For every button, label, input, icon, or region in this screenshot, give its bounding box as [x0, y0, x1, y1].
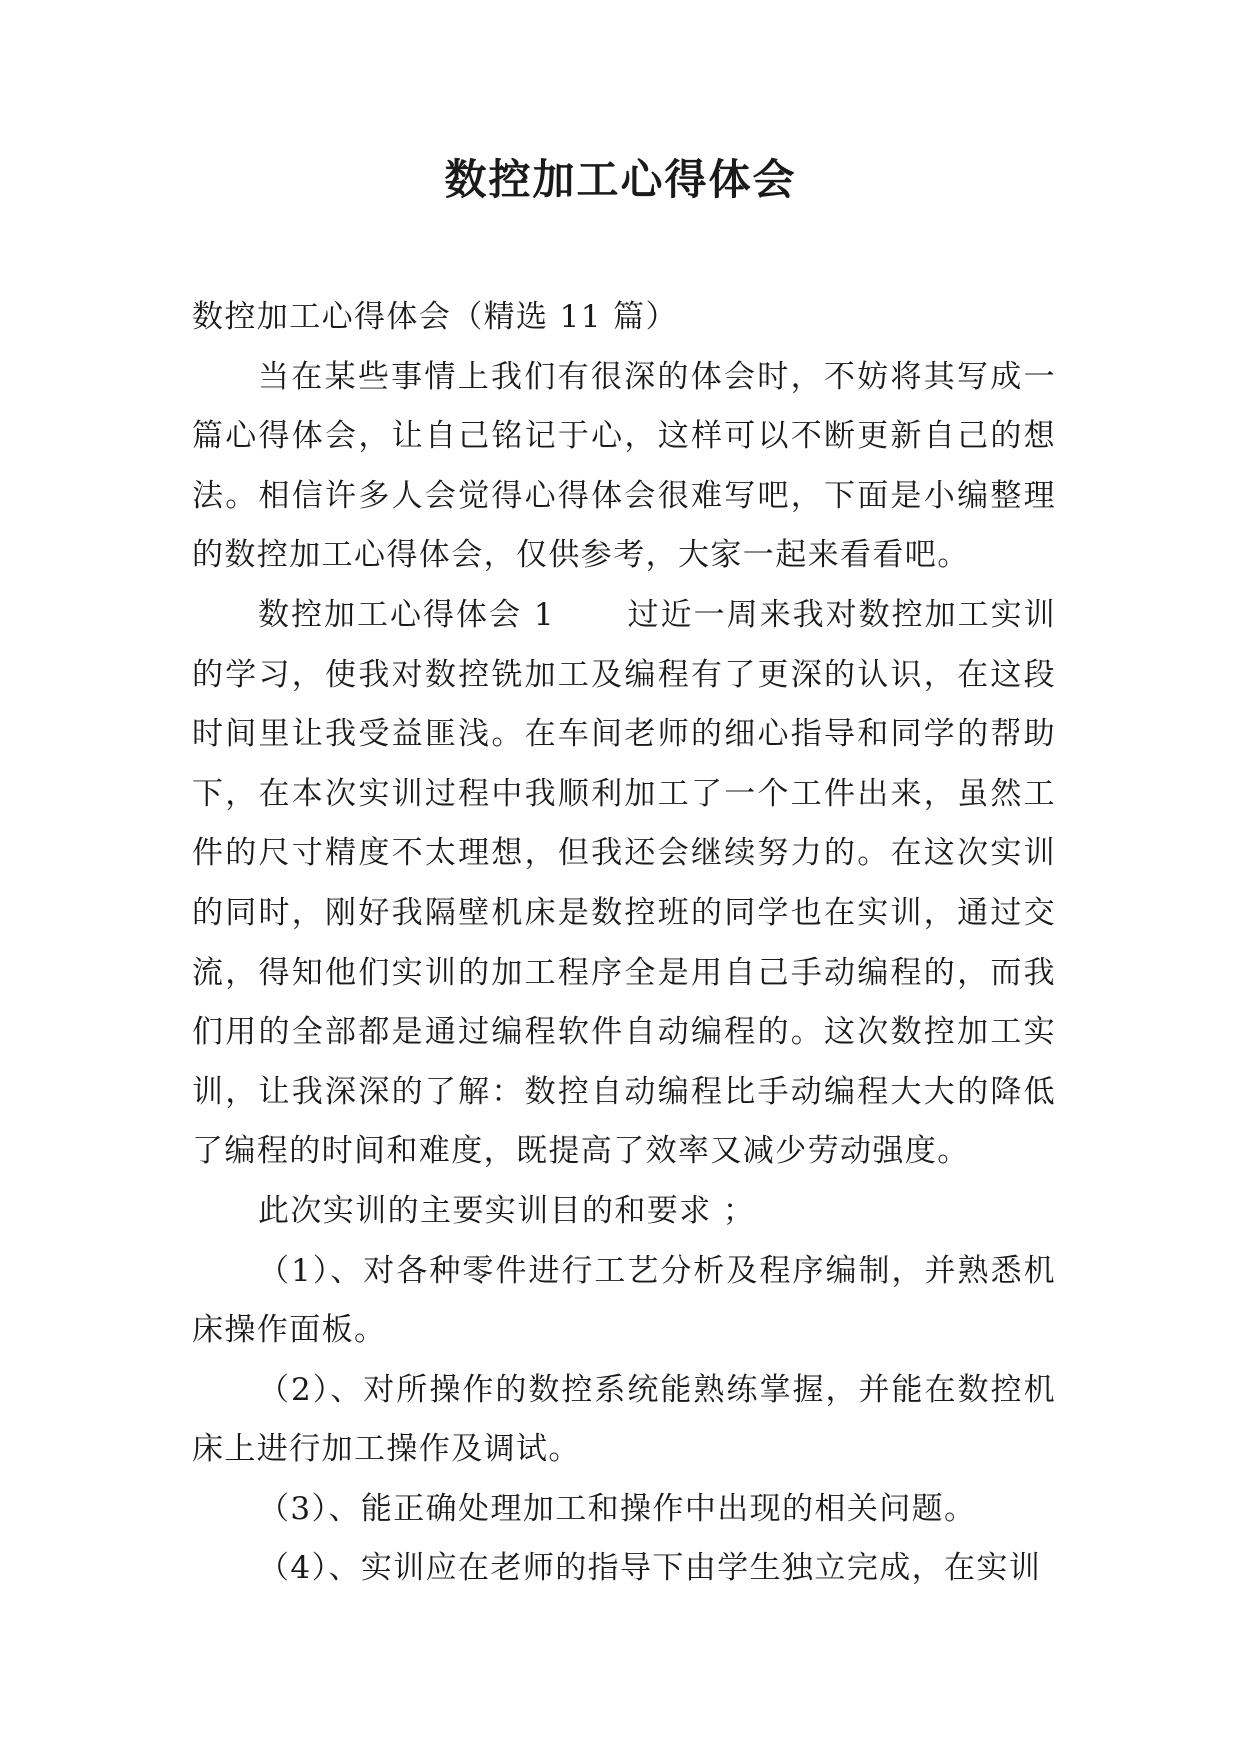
- section-1-heading: 数控加工心得体会 1: [258, 596, 555, 633]
- section-1-body: 过近一周来我对数控加工实训的学习，使我对数控铣加工及编程有了更深的认识，在这段时间里让我受益匪浅。在车间老师的细心指导和同学的帮助下，在本次实训过程中我顺利加工了一个工件出来，虽然工件的尺寸精度不太理想，但我还会继续努力的。在这次实训的同时，刚好我隔壁机床是数控班的同学也在实训，通过交流，得知他们实训的加工程序全是用自己手动编程的，而我们用的全部都是通过编程软件自动编程的。这次数控加工实训，让我深深的了解：数控自动编程比手动编程大大的降低了编程的时间和难度，既提高了效率又减少劳动强度。: [192, 596, 1056, 1170]
- requirement-item-3: （3）、能正确处理加工和操作中出现的相关问题。: [258, 1490, 977, 1527]
- document-subtitle: 数控加工心得体会（精选 11 篇）: [192, 299, 678, 335]
- section-1-paragraph: [192, 586, 1056, 1182]
- requirement-item-4: （4）、实训应在老师的指导下由学生独立完成，在实训: [258, 1550, 1042, 1587]
- requirement-item-1: （1）、对各种零件进行工艺分析及程序编制，并熟悉机床操作面板。: [192, 1252, 1056, 1349]
- requirement-item-2: （2）、对所操作的数控系统能熟练掌握，并能在数控机床上进行加工操作及调试。: [192, 1371, 1056, 1468]
- intro-paragraph: 当在某些事情上我们有很深的体会时，不妨将其写成一篇心得体会，让自己铭记于心，这样可以不断更新自己的想法。相信许多人会觉得心得体会很难写吧，下面是小编整理的数控加工心得体会，仅供参考，大家一起来看看吧。: [192, 358, 1056, 574]
- document-title: 数控加工心得体会: [444, 155, 797, 204]
- document-body: [192, 288, 1056, 1599]
- requirements-intro: 此次实训的主要实训目的和要求 ；: [258, 1192, 756, 1229]
